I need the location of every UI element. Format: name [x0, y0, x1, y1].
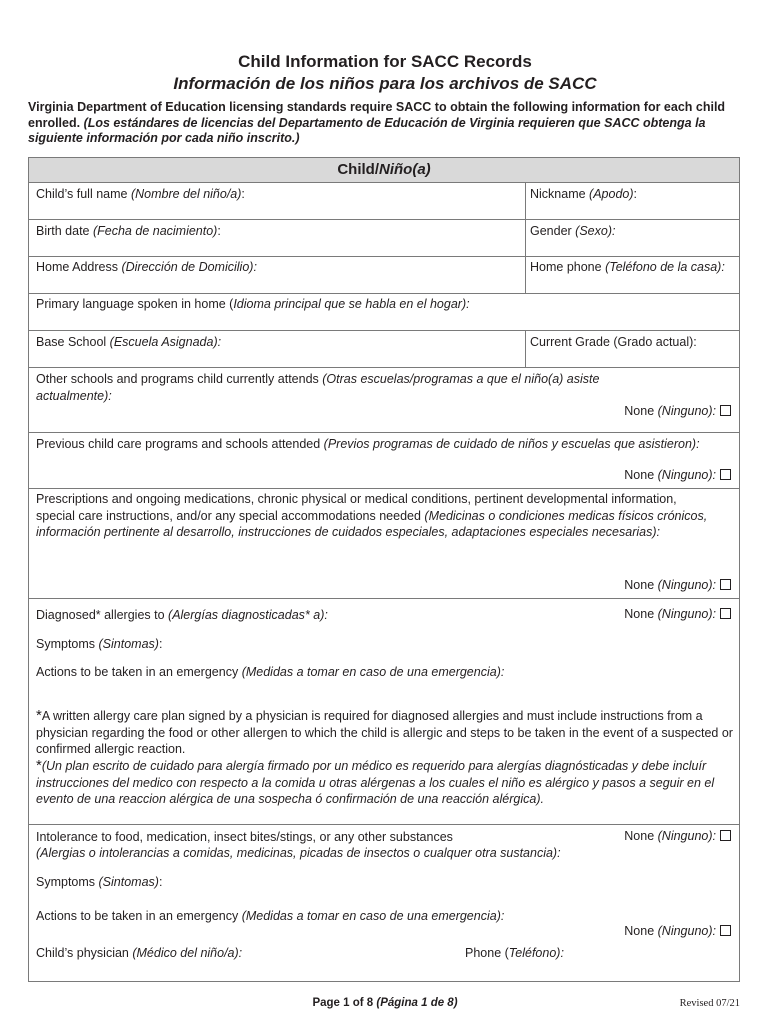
previous-programs-row [29, 433, 739, 489]
checkbox-icon[interactable] [720, 469, 731, 480]
page-number: Page 1 of 8 (Página 1 de 8) [312, 997, 458, 1009]
other-schools-row [29, 368, 739, 433]
physician-phone-field[interactable]: Phone (Teléfono): [465, 946, 564, 960]
intolerance-actions-field[interactable]: Actions to be taken in an emergency (Medidas a tomar en caso de una emergencia): [36, 909, 505, 923]
medications-none[interactable]: None (Ninguno): [624, 578, 731, 592]
checkbox-icon[interactable] [720, 830, 731, 841]
primary-language-field[interactable]: Primary language spoken in home (Idioma principal que se habla en el hogar): [36, 297, 470, 311]
address-row [29, 257, 739, 294]
intro-text [28, 100, 743, 147]
medications-field[interactable]: Prescriptions and ongoing medications, chronic physical or medical conditions, pertinent developmental information, special care instructions, and/or any special accommodations needed (Medicinas o condiciones medicas físicos crónicos, información pertinente al desarrollo, instrucciones de cuidados especiales, adaptaciones especiales necesarias): [36, 492, 708, 539]
section-title-es: Niño(a) [379, 161, 431, 178]
child-information-form [28, 157, 740, 982]
actions-none[interactable]: None (Ninguno): [624, 924, 731, 938]
intro-spanish: (Los estándares de licencias del Departamento de Educación de Virginia requieren que SACC obtenga la siguiente información por cada niño inscrito.) [28, 115, 706, 145]
home-address-field[interactable]: Home Address (Dirección de Domicilio): [36, 260, 257, 274]
medications-row [29, 489, 739, 599]
checkbox-icon[interactable] [720, 579, 731, 590]
allergy-actions-field[interactable]: Actions to be taken in an emergency (Medidas a tomar en caso de una emergencia): [36, 665, 505, 679]
name-row [29, 183, 739, 220]
allergies-none[interactable]: None (Ninguno): [624, 607, 731, 621]
other-schools-none[interactable]: None (Ninguno): [624, 404, 731, 418]
revised-date: Revised 07/21 [679, 998, 740, 1009]
intolerance-symptoms-field[interactable]: Symptoms (Sintomas): [36, 875, 163, 889]
nickname-field[interactable]: Nickname (Apodo): [530, 187, 638, 201]
intolerance-none[interactable]: None (Ninguno): [624, 829, 731, 843]
allergies-field[interactable]: Diagnosed* allergies to (Alergías diagnosticadas* a): [36, 608, 328, 622]
birth-row [29, 220, 739, 257]
previous-programs-none[interactable]: None (Ninguno): [624, 468, 731, 482]
checkbox-icon[interactable] [720, 925, 731, 936]
checkbox-icon[interactable] [720, 405, 731, 416]
intro-english: Virginia Department of Education licensing standards require SACC to obtain the following information for each child enrolled. [28, 100, 726, 130]
home-phone-field[interactable]: Home phone (Teléfono de la casa): [530, 260, 725, 274]
form-title: Child Information for SACC Records [238, 52, 532, 71]
physician-field[interactable]: Child’s physician (Médico del niño/a): [36, 946, 243, 960]
previous-programs-field[interactable]: Previous child care programs and schools attended (Previos programas de cuidado de niños y escuelas que asistieron): [36, 437, 700, 451]
gender-field[interactable]: Gender (Sexo): [530, 224, 616, 238]
allergy-symptoms-field[interactable]: Symptoms (Sintomas): [36, 637, 163, 651]
school-row [29, 331, 739, 368]
intolerance-row [29, 825, 739, 981]
form-title-spanish: Información de los niños para los archivos de SACC [173, 74, 597, 93]
section-header [29, 158, 739, 183]
other-schools-field[interactable]: Other schools and programs child currently attends (Otras escuelas/programas a que el niño(a) asiste actualmente): [36, 372, 600, 403]
intolerance-spanish: (Alergias o intolerancias a comidas, medicinas, picadas de insectos o cualquer otra sustancia): [36, 846, 561, 860]
base-school-field[interactable]: Base School (Escuela Asignada): [36, 335, 222, 349]
allergy-note-spanish: *(Un plan escrito de cuidado para alergía firmado por un médico es requerido para alergías diagnósticadas y debe incluír instrucciones del medico con respecto a la comida u otras alérgenas a los cuales el niño es alérgico y pasos a seguir en el evento de una reaccion alérgica de una sospecha ó confirmación de una reacción alérgica). [36, 757, 715, 806]
intolerance-field[interactable]: Intolerance to food, medication, insect bites/stings, or any other substances [36, 830, 453, 844]
checkbox-icon[interactable] [720, 608, 731, 619]
section-title-en: Child/ [337, 161, 379, 178]
allergies-row [29, 599, 739, 825]
language-row [29, 294, 739, 331]
birth-date-field[interactable]: Birth date (Fecha de nacimiento): [36, 224, 221, 238]
full-name-field[interactable]: Child’s full name (Nombre del niño/a): [36, 187, 245, 201]
allergy-note-english: *A written allergy care plan signed by a physician is required for diagnosed allergies and must include instructions from a physician regarding the food or other allergen to which the child is allergic and steps to be taken in the event of a suspected or confirmed allergic reaction. [36, 707, 733, 756]
current-grade-field[interactable]: Current Grade (Grado actual): [530, 335, 697, 349]
